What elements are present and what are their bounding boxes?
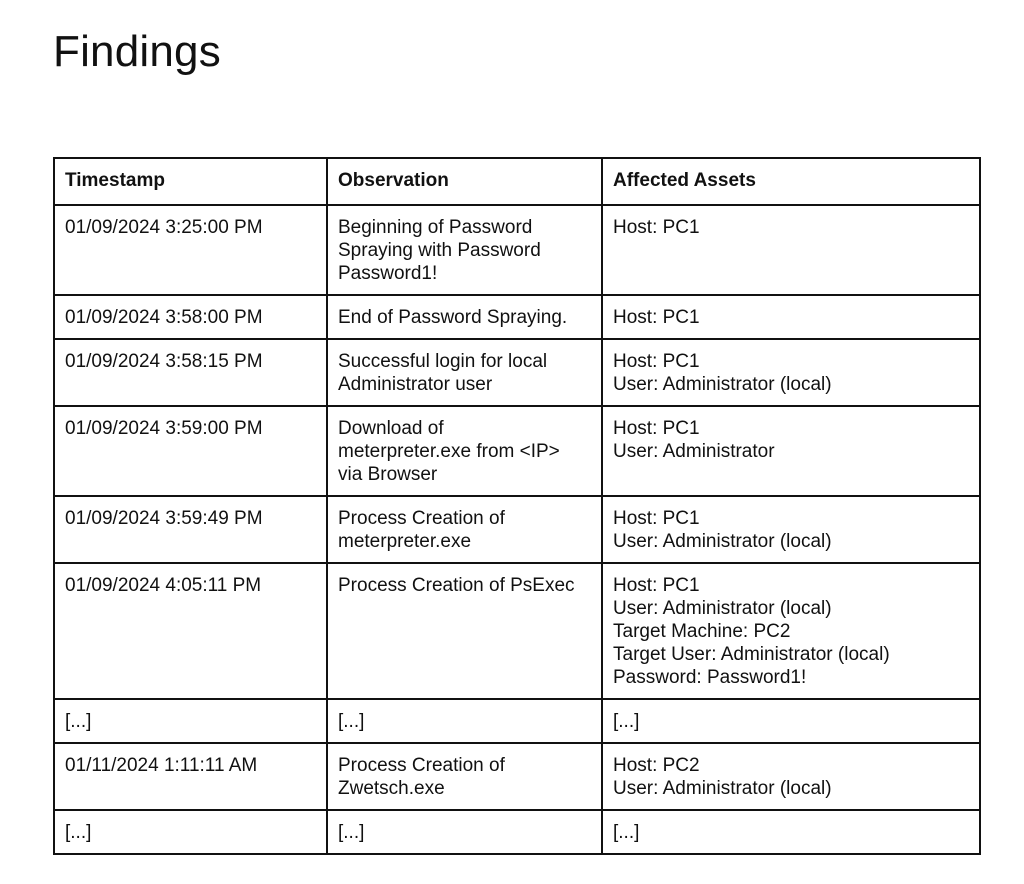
observation-cell: [327, 339, 602, 406]
timestamp-cell: [54, 339, 327, 406]
timestamp-text: 01/09/2024 4:05:11 PM: [65, 575, 262, 596]
asset-line: Host: PC1: [613, 351, 700, 372]
affected-assets-cell: [602, 406, 980, 496]
timestamp-cell: [54, 205, 327, 295]
affected-assets-cell: [602, 496, 980, 563]
header-timestamp: Timestamp: [54, 158, 327, 205]
affected-assets-cell: [602, 295, 980, 339]
timestamp-text: 01/11/2024 1:11:11 AM: [65, 755, 258, 776]
asset-line: Host: PC1: [613, 307, 700, 328]
asset-line: Host: PC1: [613, 217, 700, 238]
header-observation: Observation: [327, 158, 602, 205]
asset-line: User: Administrator (local): [613, 598, 832, 619]
observation-cell: [327, 406, 602, 496]
observation-line: Spraying with Password: [338, 240, 541, 261]
affected-assets-cell: [602, 205, 980, 295]
timestamp-text: [...]: [65, 822, 92, 843]
affected-assets-cell: [602, 743, 980, 810]
table-row: [54, 810, 980, 854]
timestamp-cell: [54, 743, 327, 810]
affected-assets-cell: [602, 563, 980, 699]
affected-assets-cell: [602, 810, 980, 854]
asset-line: [...]: [613, 822, 640, 843]
page-title: Findings: [53, 27, 221, 76]
table-row: [54, 743, 980, 810]
affected-assets-cell: [602, 339, 980, 406]
timestamp-text: 01/09/2024 3:58:00 PM: [65, 307, 263, 328]
observation-cell: [327, 295, 602, 339]
observation-line: Process Creation of PsExec: [338, 575, 575, 596]
timestamp-text: 01/09/2024 3:25:00 PM: [65, 217, 263, 238]
observation-cell: [327, 563, 602, 699]
timestamp-cell: [54, 563, 327, 699]
asset-line: Host: PC2: [613, 755, 700, 776]
asset-line: Host: PC1: [613, 418, 700, 439]
table-row: [54, 205, 980, 295]
asset-line: User: Administrator (local): [613, 778, 832, 799]
timestamp-text: 01/09/2024 3:58:15 PM: [65, 351, 263, 372]
observation-line: Process Creation of: [338, 755, 505, 776]
table-row: [54, 295, 980, 339]
timestamp-cell: [54, 699, 327, 743]
observation-cell: [327, 205, 602, 295]
observation-cell: [327, 699, 602, 743]
asset-line: User: Administrator (local): [613, 531, 832, 552]
observation-cell: [327, 810, 602, 854]
asset-line: Password: Password1!: [613, 667, 807, 688]
observation-line: Zwetsch.exe: [338, 778, 445, 799]
observation-line: meterpreter.exe from <IP>: [338, 441, 560, 462]
asset-line: Host: PC1: [613, 575, 700, 596]
table-row: [54, 699, 980, 743]
table-row: [54, 339, 980, 406]
observation-line: via Browser: [338, 464, 438, 485]
asset-line: User: Administrator (local): [613, 374, 832, 395]
table-row: [54, 563, 980, 699]
affected-assets-cell: [602, 699, 980, 743]
header-affected-assets: Affected Assets: [602, 158, 980, 205]
timestamp-text: [...]: [65, 711, 92, 732]
findings-table: [53, 157, 981, 855]
asset-line: Host: PC1: [613, 508, 700, 529]
observation-cell: [327, 496, 602, 563]
observation-line: Process Creation of: [338, 508, 505, 529]
table-row: [54, 496, 980, 563]
observation-line: [...]: [338, 711, 365, 732]
observation-line: Beginning of Password: [338, 217, 533, 238]
observation-line: meterpreter.exe: [338, 531, 472, 552]
asset-line: Target Machine: PC2: [613, 621, 791, 642]
observation-line: Password1!: [338, 263, 438, 284]
timestamp-cell: [54, 496, 327, 563]
timestamp-cell: [54, 295, 327, 339]
asset-line: Target User: Administrator (local): [613, 644, 890, 665]
asset-line: [...]: [613, 711, 640, 732]
observation-line: Download of: [338, 418, 444, 439]
asset-line: User: Administrator: [613, 441, 775, 462]
observation-line: [...]: [338, 822, 365, 843]
timestamp-cell: [54, 406, 327, 496]
observation-line: Administrator user: [338, 374, 493, 395]
timestamp-text: 01/09/2024 3:59:00 PM: [65, 418, 263, 439]
observation-line: End of Password Spraying.: [338, 307, 568, 328]
table-header-row: [54, 158, 980, 205]
observation-cell: [327, 743, 602, 810]
timestamp-text: 01/09/2024 3:59:49 PM: [65, 508, 263, 529]
timestamp-cell: [54, 810, 327, 854]
observation-line: Successful login for local: [338, 351, 548, 372]
table-row: [54, 406, 980, 496]
